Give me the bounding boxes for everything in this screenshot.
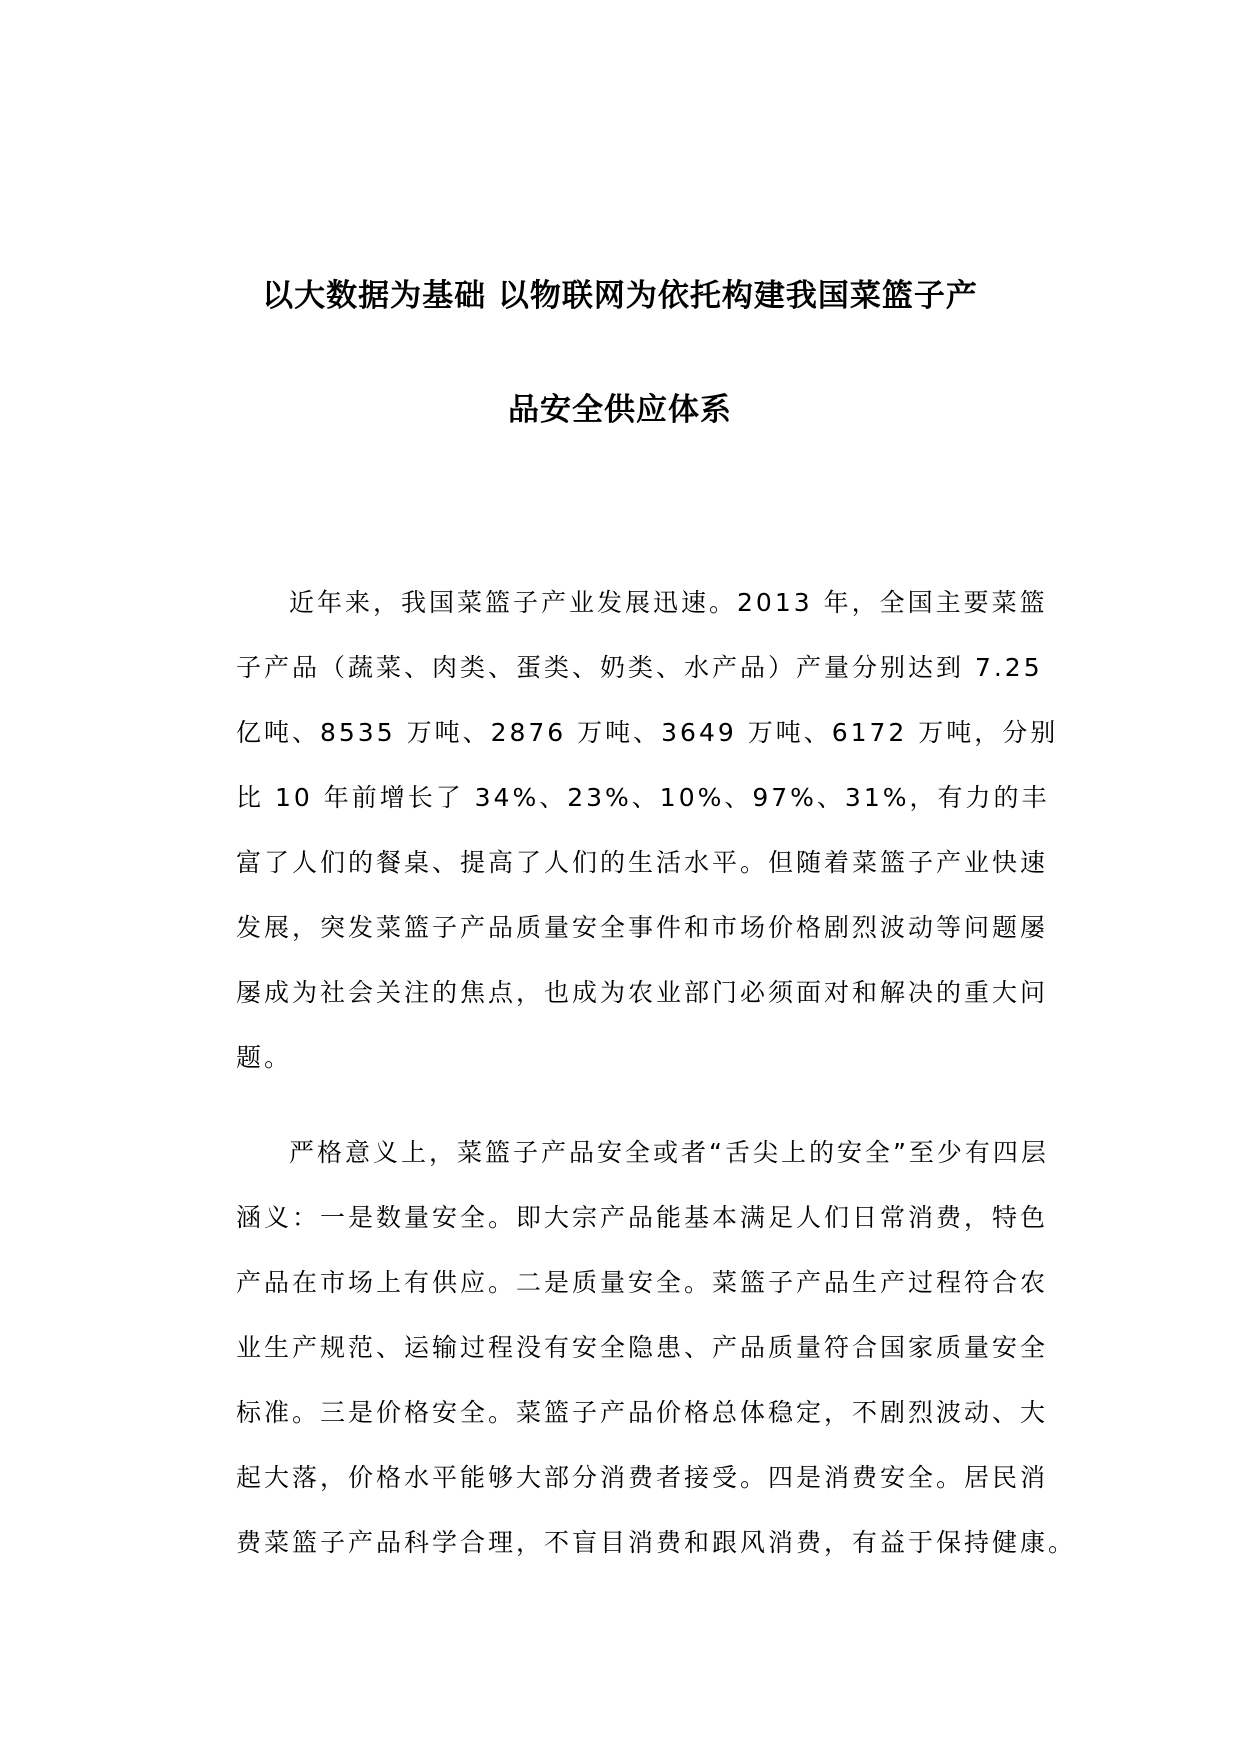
paragraph-2-line: 标准。三是价格安全。菜篮子产品价格总体稳定，不剧烈波动、大	[236, 1398, 1049, 1427]
paragraph-1-line: 屡成为社会关注的焦点，也成为农业部门必须面对和解决的重大问	[236, 978, 1049, 1007]
paragraph-1-line: 题。	[236, 1043, 293, 1072]
paragraph-1-line: 子产品（蔬菜、肉类、蛋类、奶类、水产品）产量分别达到 7.25	[236, 653, 1043, 682]
document-title-line-2: 品安全供应体系	[508, 392, 732, 428]
paragraph-2-line: 产品在市场上有供应。二是质量安全。菜篮子产品生产过程符合农	[236, 1268, 1049, 1297]
paragraph-1-line: 近年来，我国菜篮子产业发展迅速。2013 年，全国主要菜篮	[289, 588, 1048, 617]
paragraph-2-line: 涵义：一是数量安全。即大宗产品能基本满足人们日常消费，特色	[236, 1203, 1049, 1232]
paragraph-2-line: 起大落，价格水平能够大部分消费者接受。四是消费安全。居民消	[236, 1463, 1049, 1492]
paragraph-2-line: 严格意义上，菜篮子产品安全或者“舌尖上的安全”至少有四层	[289, 1138, 1049, 1167]
paragraph-1-line: 亿吨、8535 万吨、2876 万吨、3649 万吨、6172 万吨，分别	[236, 718, 1059, 747]
paragraph-2-line: 业生产规范、运输过程没有安全隐患、产品质量符合国家质量安全	[236, 1333, 1049, 1362]
paragraph-2-line: 费菜篮子产品科学合理，不盲目消费和跟风消费，有益于保持健康。	[236, 1528, 1077, 1557]
document-title-line-1: 以大数据为基础 以物联网为依托构建我国菜篮子产	[262, 278, 978, 314]
paragraph-1-line: 发展，突发菜篮子产品质量安全事件和市场价格剧烈波动等问题屡	[236, 913, 1049, 942]
paragraph-1-line: 富了人们的餐桌、提高了人们的生活水平。但随着菜篮子产业快速	[236, 848, 1049, 877]
paragraph-1-line: 比 10 年前增长了 34%、23%、10%、97%、31%，有力的丰	[236, 783, 1050, 812]
